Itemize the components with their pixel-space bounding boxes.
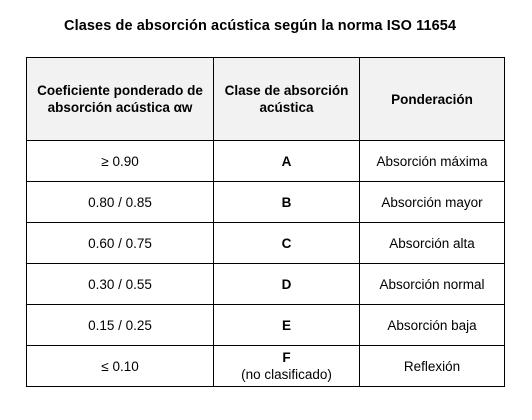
table-row	[27, 223, 505, 264]
cell-coefficient: ≤ 0.10	[27, 346, 214, 387]
table-row	[27, 182, 505, 223]
class-letter: F	[282, 350, 291, 365]
cell-class	[214, 305, 360, 346]
table-row	[27, 346, 505, 387]
table-row	[27, 264, 505, 305]
header-class: Clase de absorción acústica	[214, 58, 360, 141]
header-weighting: Ponderación	[360, 58, 505, 141]
table-header-row	[27, 58, 505, 141]
class-letter: D	[281, 276, 292, 292]
cell-class	[214, 346, 360, 387]
class-letter: A	[281, 153, 292, 169]
cell-class	[214, 141, 360, 182]
cell-coefficient: ≥ 0.90	[27, 141, 214, 182]
class-note: (no clasificado)	[241, 367, 332, 382]
document-title: Clases de absorción acústica según la norma ISO 11654	[64, 18, 457, 34]
absorption-classes-table	[26, 57, 505, 387]
cell-weighting: Absorción máxima	[360, 141, 505, 182]
cell-weighting: Absorción normal	[360, 264, 505, 305]
class-letter: C	[281, 235, 292, 251]
cell-weighting: Absorción baja	[360, 305, 505, 346]
cell-coefficient: 0.15 / 0.25	[27, 305, 214, 346]
cell-coefficient: 0.80 / 0.85	[27, 182, 214, 223]
cell-coefficient: 0.60 / 0.75	[27, 223, 214, 264]
cell-weighting: Absorción mayor	[360, 182, 505, 223]
table-row	[27, 141, 505, 182]
cell-weighting: Reflexión	[360, 346, 505, 387]
cell-class	[214, 182, 360, 223]
class-letter: B	[281, 194, 292, 210]
table-row	[27, 305, 505, 346]
header-coefficient: Coeficiente ponderado de absorción acústica αw	[27, 58, 214, 141]
cell-class	[214, 223, 360, 264]
cell-class	[214, 264, 360, 305]
cell-coefficient: 0.30 / 0.55	[27, 264, 214, 305]
class-letter: E	[281, 317, 291, 333]
cell-weighting: Absorción alta	[360, 223, 505, 264]
